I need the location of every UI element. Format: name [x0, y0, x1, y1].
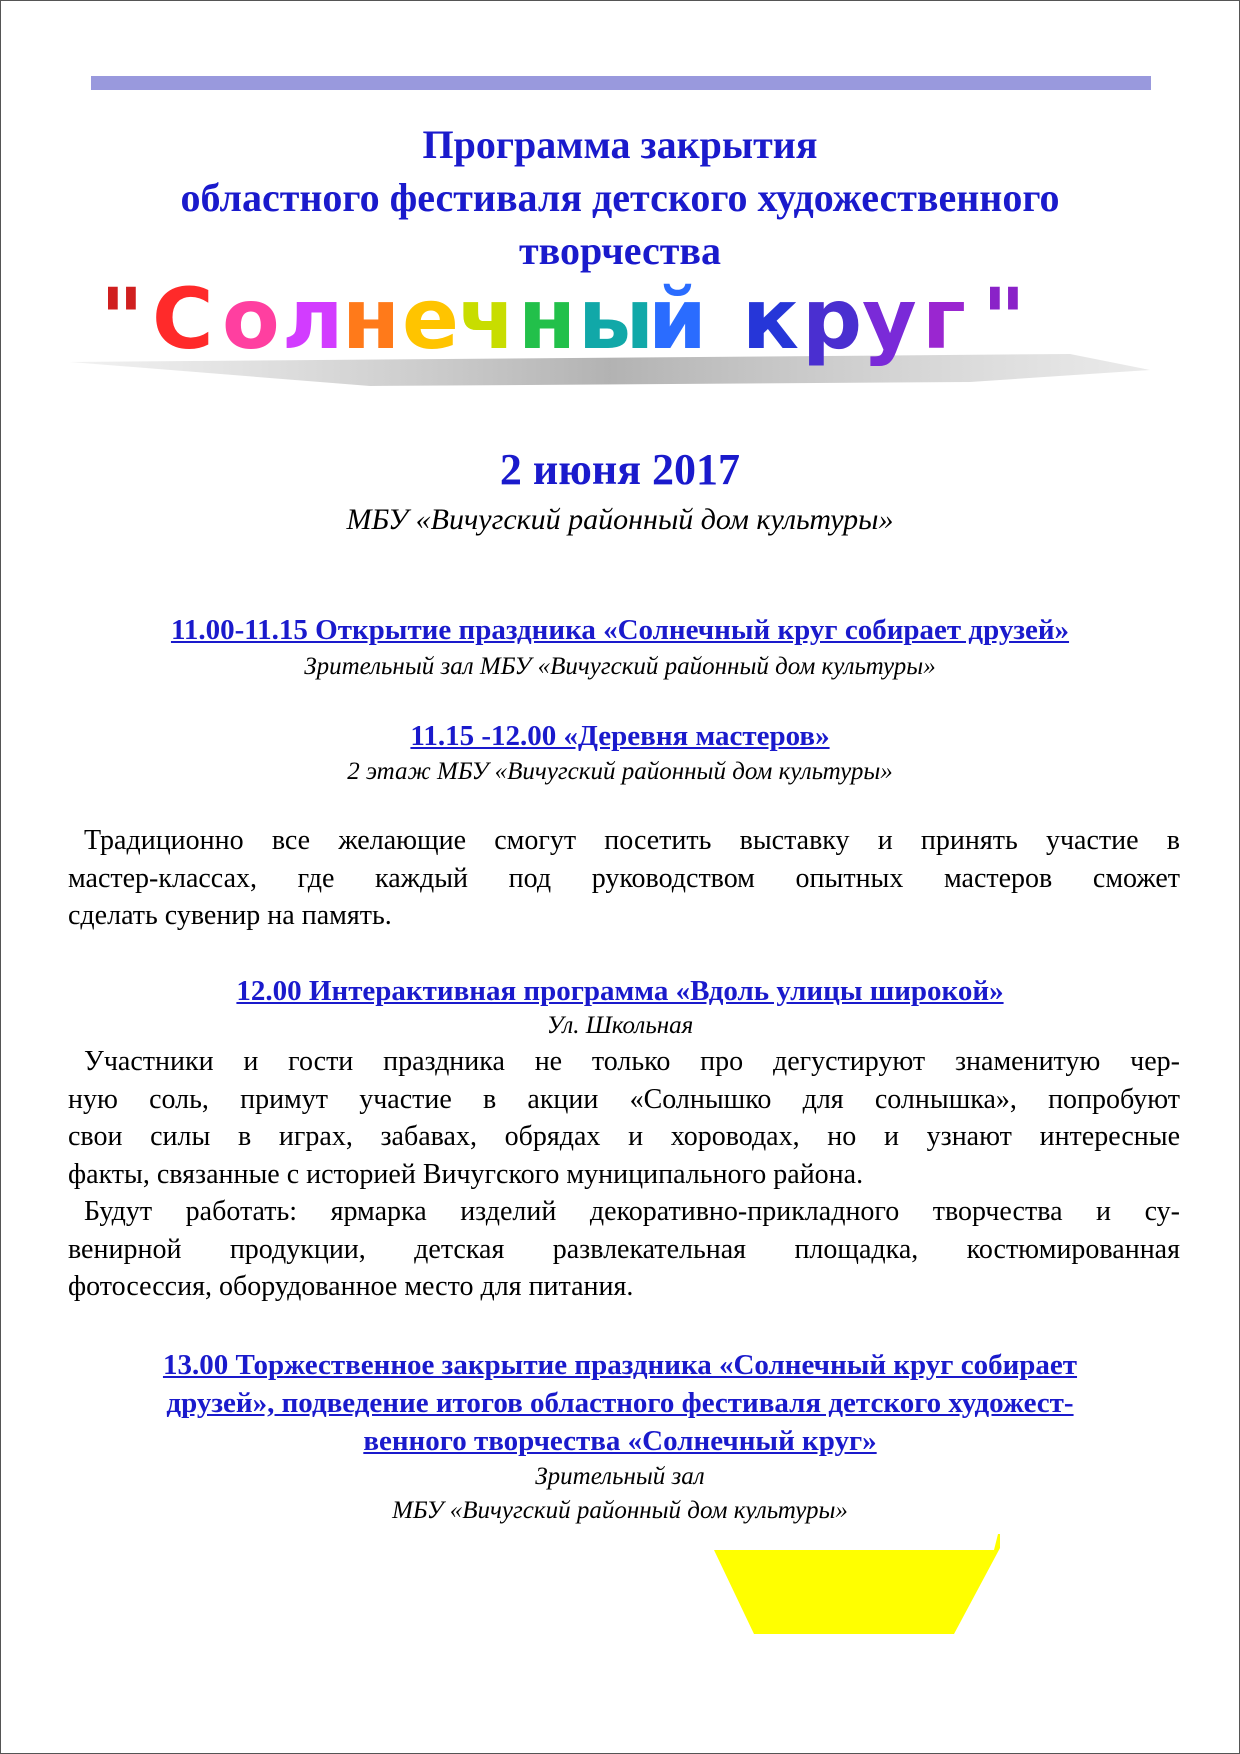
event-3-location: Ул. Школьная	[546, 1012, 694, 1039]
logo-letter: л	[282, 270, 344, 368]
logo-letter: о	[222, 270, 280, 368]
paragraph-line: венирной продукции, детская развлекательная площадка, костюмированная	[68, 1233, 1180, 1265]
yellow-bowl-decoration	[714, 1534, 1000, 1634]
paragraph-line: свои силы в играх, забавах, обрядах и хороводах, но и узнают интересные	[68, 1121, 1180, 1152]
paragraph-line: Традиционно все желающие смогут посетить выставку и принять участие в	[84, 825, 1180, 856]
logo-letter: н	[518, 270, 577, 368]
logo-letter: р	[802, 270, 863, 368]
paragraph-line: мастер-классах, где каждый под руководством опытных мастеров сможет	[68, 862, 1180, 894]
title-line-1: Программа закрытия	[422, 122, 818, 167]
event-2-description	[68, 822, 1180, 935]
paragraph-line: Будут работать: ярмарка изделий декоративно-прикладного творчества и су-	[84, 1196, 1180, 1227]
event-4-heading-line-1: 13.00 Торжественное закрытие праздника «Солнечный круг собирает	[162, 1349, 1078, 1381]
logo-letter: к	[742, 270, 800, 368]
logo-letter: С	[152, 270, 214, 368]
event-4-location-line-2: МБУ «Вичугский районный дом культуры»	[392, 1497, 848, 1524]
paragraph-line: ную соль, примут участие в акции «Солнышко для солнышка», попробуют	[68, 1083, 1180, 1115]
paragraph-line: факты, связанные с историей Вичугского муниципального района.	[68, 1158, 864, 1190]
logo-letter: ы	[578, 270, 654, 368]
event-3-description	[68, 1043, 1180, 1306]
logo-letter: у	[862, 270, 917, 368]
paragraph-line: сделать сувенир на память.	[68, 900, 392, 931]
decorative-top-bar	[91, 76, 1151, 90]
title-line-2: областного фестиваля детского художественного	[180, 175, 1060, 220]
logo-close-quote: "	[982, 270, 1026, 368]
event-4-heading-line-2: друзей», подведение итогов областного фестиваля детского художест-	[166, 1387, 1074, 1419]
paragraph-line: Участники и гости праздника не только про дегустируют знаменитую чер-	[84, 1046, 1180, 1077]
logo-letter: н	[342, 270, 401, 368]
event-venue: МБУ «Вичугский районный дом культуры»	[346, 503, 894, 536]
page-title	[60, 118, 1180, 277]
logo-letter: й	[648, 270, 707, 368]
title-line-3: творчества	[518, 228, 722, 273]
event-date: 2 июня 2017	[499, 445, 741, 494]
event-1-heading: 11.00-11.15 Открытие праздника «Солнечный круг собирает друзей»	[170, 614, 1070, 646]
event-4-heading-line-3: венного творчества «Солнечный круг»	[363, 1425, 877, 1457]
logo-open-quote: "	[100, 270, 144, 368]
event-2-heading: 11.15 -12.00 «Деревня мастеров»	[410, 720, 830, 752]
logo-letter: ч	[458, 270, 516, 368]
festival-logo	[70, 270, 1170, 420]
event-1-location: Зрительный зал МБУ «Вичугский районный дом культуры»	[304, 653, 936, 680]
event-3-heading: 12.00 Интерактивная программа «Вдоль улицы широкой»	[236, 975, 1004, 1007]
event-2-location: 2 этаж МБУ «Вичугский районный дом культуры»	[347, 758, 893, 785]
paragraph-line: фотосессия, оборудованное место для питания.	[68, 1271, 634, 1302]
logo-letter: е	[402, 270, 459, 368]
logo-letter: г	[922, 270, 966, 368]
event-4-location-line-1: Зрительный зал	[535, 1463, 705, 1490]
